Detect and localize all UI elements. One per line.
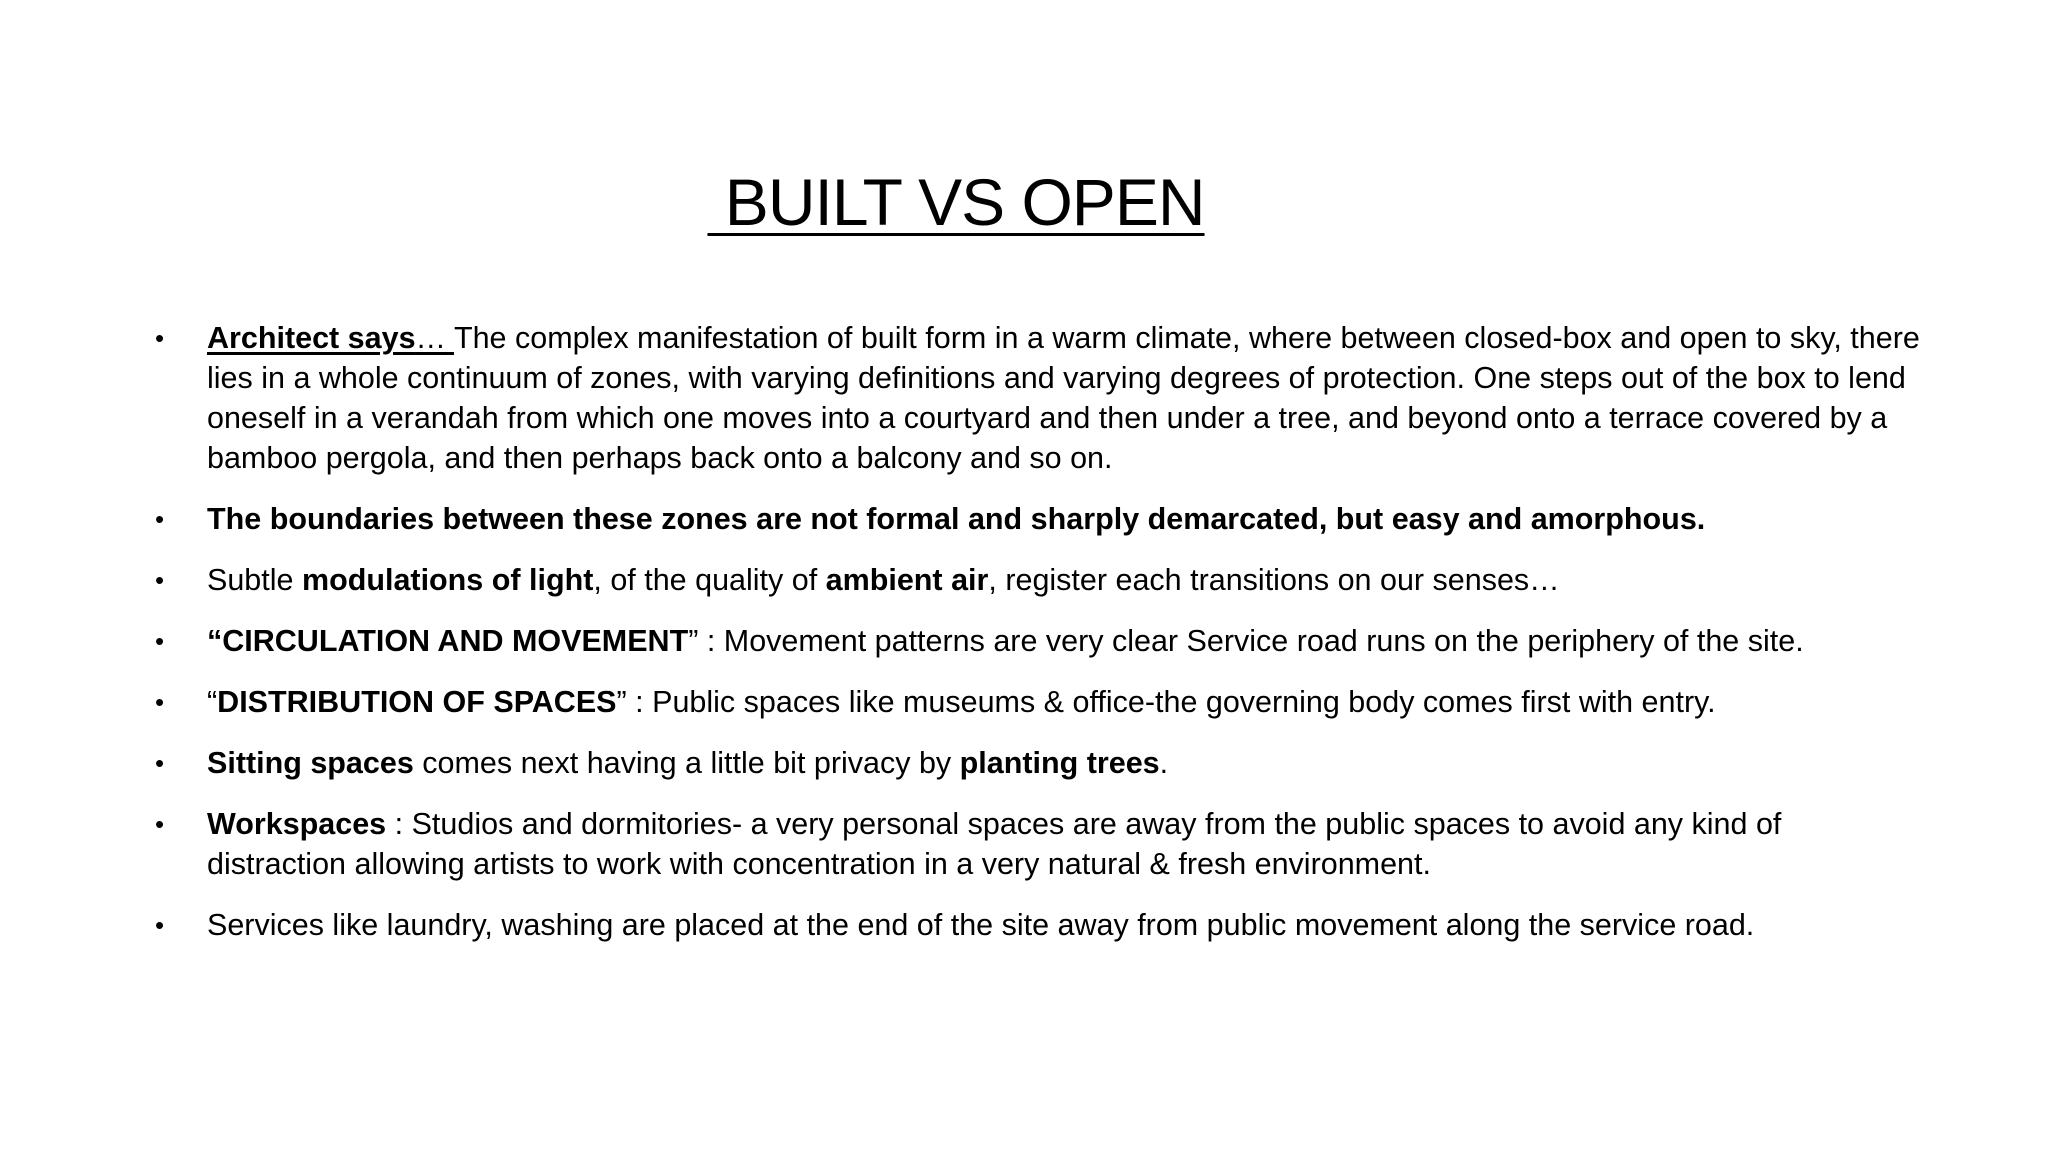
workspaces-heading: Workspaces [207,807,387,841]
bullet-icon: • [155,809,165,839]
bullet-item-sitting-spaces [150,743,1925,783]
bullet-item-subtle-modulations [150,560,1925,600]
bullet-item-circulation [150,621,1925,661]
bullet-icon: • [155,748,165,778]
bullet-item-distribution [150,682,1925,722]
services-text: Services like laundry, washing are placed at the end of the site away from public movement along the service road. [207,908,1755,942]
subtle-text-pre: Subtle [207,563,302,597]
modulations-of-light: modulations of light [301,563,594,597]
architect-says-label: Architect says [207,321,416,355]
sitting-text-mid: comes next having a little bit privacy by [413,746,960,780]
workspaces-text: : Studios and dormitories- a very personal spaces are away from the public spaces to avoid any kind of distraction allowing artists to work with concentration in a very natural & fresh environment. [207,807,1782,881]
sitting-spaces: Sitting spaces [207,746,414,780]
bullet-icon: • [155,504,165,534]
bullet-item-architect-says [150,318,1925,478]
subtle-text-post: , register each transitions on our senses… [988,563,1560,597]
bullet-icon: • [155,626,165,656]
bullet-icon: • [155,910,165,940]
bullet-icon: • [155,687,165,717]
distribution-text: ” : Public spaces like museums & office-the governing body comes first with entry. [616,685,1716,719]
slide-title: BUILT VS OPEN [707,165,1205,239]
ambient-air: ambient air [825,563,989,597]
bullet-list [150,318,1925,966]
subtle-text-mid: , of the quality of [593,563,826,597]
distribution-heading: DISTRIBUTION OF SPACES [217,685,617,719]
circulation-text: ” : Movement patterns are very clear Service road runs on the periphery of the site. [688,624,1804,658]
boundaries-text: The boundaries between these zones are not formal and sharply demarcated, but easy and amorphous. [207,502,1706,536]
planting-trees: planting trees [959,746,1160,780]
architect-says-ellipsis: … [415,321,454,355]
bullet-item-workspaces [150,804,1925,884]
distribution-open-quote: “ [207,685,218,719]
circulation-heading: “CIRCULATION AND MOVEMENT [207,624,689,658]
bullet-item-services [150,905,1925,945]
bullet-item-boundaries [150,499,1925,539]
sitting-text-post: . [1159,746,1169,780]
architect-says-text: The complex manifestation of built form in a warm climate, where between closed-box and open to sky, there lies in a whole continuum of zones, with varying definitions and varying degrees of protection. One steps out of the box to lend oneself in a verandah from which one moves into a courtyard and then under a tree, and beyond onto a terrace covered by a bamboo pergola, and then perhaps back onto a balcony and so on. [207,321,1920,475]
bullet-icon: • [155,565,165,595]
bullet-icon: • [155,323,165,353]
